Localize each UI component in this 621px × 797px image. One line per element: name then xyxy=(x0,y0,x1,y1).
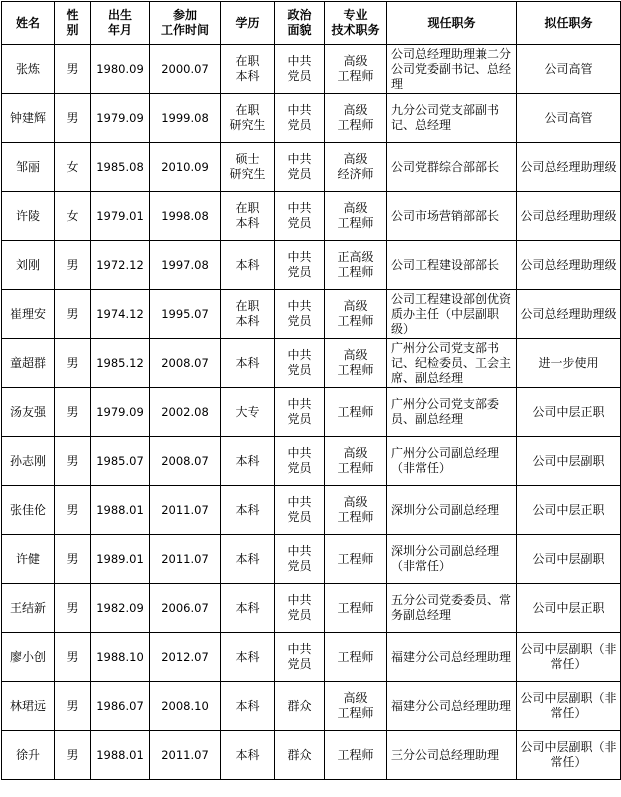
cell-title: 正高级 工程师 xyxy=(325,241,387,290)
cell-education: 硕士 研究生 xyxy=(221,143,275,192)
cell-political: 中共 党员 xyxy=(275,535,325,584)
cell-work-start: 2000.07 xyxy=(150,45,221,94)
table-row xyxy=(2,731,621,780)
cell-birth: 1985.12 xyxy=(91,339,150,388)
cell-work-start: 2011.07 xyxy=(150,731,221,780)
table-row xyxy=(2,94,621,143)
cell-birth: 1979.09 xyxy=(91,388,150,437)
cell-political: 中共 党员 xyxy=(275,437,325,486)
cell-work-start: 2011.07 xyxy=(150,486,221,535)
cell-current-position: 公司市场营销部部长 xyxy=(387,192,517,241)
cell-education: 在职 本科 xyxy=(221,192,275,241)
table-row xyxy=(2,143,621,192)
cell-proposed-position: 公司高管 xyxy=(517,94,621,143)
cell-name: 童超群 xyxy=(2,339,55,388)
cell-education: 本科 xyxy=(221,633,275,682)
cell-name: 许陵 xyxy=(2,192,55,241)
cell-education: 本科 xyxy=(221,486,275,535)
cell-birth: 1988.10 xyxy=(91,633,150,682)
cell-work-start: 2002.08 xyxy=(150,388,221,437)
cell-proposed-position: 公司总经理助理级 xyxy=(517,241,621,290)
header-gender: 性 别 xyxy=(55,2,91,45)
cell-education: 本科 xyxy=(221,584,275,633)
cell-birth: 1986.07 xyxy=(91,682,150,731)
cell-title: 高级 工程师 xyxy=(325,339,387,388)
cell-title: 高级 工程师 xyxy=(325,192,387,241)
cell-work-start: 2011.07 xyxy=(150,535,221,584)
cell-proposed-position: 公司中层正职 xyxy=(517,486,621,535)
cell-current-position: 公司工程建设部创优资质办主任（中层副职级） xyxy=(387,290,517,339)
cell-education: 本科 xyxy=(221,731,275,780)
personnel-table xyxy=(1,1,621,780)
cell-proposed-position: 公司中层副职（非常任） xyxy=(517,633,621,682)
header-current: 现任职务 xyxy=(387,2,517,45)
cell-political: 中共 党员 xyxy=(275,486,325,535)
cell-education: 本科 xyxy=(221,339,275,388)
header-education: 学历 xyxy=(221,2,275,45)
cell-work-start: 1998.08 xyxy=(150,192,221,241)
cell-education: 在职 本科 xyxy=(221,45,275,94)
cell-birth: 1985.07 xyxy=(91,437,150,486)
cell-gender: 男 xyxy=(55,682,91,731)
cell-birth: 1974.12 xyxy=(91,290,150,339)
cell-name: 崔理安 xyxy=(2,290,55,339)
cell-name: 张佳伦 xyxy=(2,486,55,535)
header-work-start: 参加 工作时间 xyxy=(150,2,221,45)
table-row xyxy=(2,339,621,388)
header-birth: 出生 年月 xyxy=(91,2,150,45)
cell-proposed-position: 公司中层正职 xyxy=(517,388,621,437)
cell-title: 高级 工程师 xyxy=(325,94,387,143)
cell-current-position: 公司党群综合部部长 xyxy=(387,143,517,192)
cell-work-start: 2012.07 xyxy=(150,633,221,682)
cell-title: 高级 工程师 xyxy=(325,45,387,94)
cell-current-position: 公司总经理助理兼二分公司党委副书记、总经理 xyxy=(387,45,517,94)
cell-title: 高级 工程师 xyxy=(325,682,387,731)
cell-gender: 男 xyxy=(55,437,91,486)
table-row xyxy=(2,241,621,290)
cell-title: 高级 经济师 xyxy=(325,143,387,192)
cell-gender: 女 xyxy=(55,143,91,192)
cell-gender: 男 xyxy=(55,45,91,94)
cell-current-position: 深圳分公司副总经理（非常任） xyxy=(387,535,517,584)
cell-political: 中共 党员 xyxy=(275,45,325,94)
cell-current-position: 深圳分公司副总经理 xyxy=(387,486,517,535)
cell-name: 许健 xyxy=(2,535,55,584)
cell-name: 张炼 xyxy=(2,45,55,94)
cell-gender: 男 xyxy=(55,339,91,388)
cell-current-position: 公司工程建设部部长 xyxy=(387,241,517,290)
cell-gender: 男 xyxy=(55,486,91,535)
cell-current-position: 广州分公司党支部书记、纪检委员、工会主席、副总经理 xyxy=(387,339,517,388)
table-row xyxy=(2,486,621,535)
cell-gender: 男 xyxy=(55,535,91,584)
cell-proposed-position: 公司总经理助理级 xyxy=(517,192,621,241)
cell-title: 工程师 xyxy=(325,535,387,584)
header-name: 姓名 xyxy=(2,2,55,45)
cell-proposed-position: 公司总经理助理级 xyxy=(517,290,621,339)
cell-title: 工程师 xyxy=(325,731,387,780)
cell-current-position: 广州分公司副总经理（非常任） xyxy=(387,437,517,486)
cell-proposed-position: 公司中层副职（非常任） xyxy=(517,731,621,780)
cell-education: 本科 xyxy=(221,682,275,731)
cell-work-start: 2010.09 xyxy=(150,143,221,192)
cell-gender: 男 xyxy=(55,241,91,290)
table-row xyxy=(2,437,621,486)
cell-political: 中共 党员 xyxy=(275,633,325,682)
cell-proposed-position: 进一步使用 xyxy=(517,339,621,388)
cell-education: 本科 xyxy=(221,437,275,486)
cell-work-start: 2008.07 xyxy=(150,437,221,486)
cell-proposed-position: 公司中层副职（非常任） xyxy=(517,682,621,731)
table-row xyxy=(2,584,621,633)
cell-title: 工程师 xyxy=(325,388,387,437)
cell-birth: 1972.12 xyxy=(91,241,150,290)
table-row xyxy=(2,682,621,731)
cell-proposed-position: 公司高管 xyxy=(517,45,621,94)
cell-name: 王结新 xyxy=(2,584,55,633)
cell-political: 中共 党员 xyxy=(275,192,325,241)
cell-current-position: 广州分公司党支部委员、副总经理 xyxy=(387,388,517,437)
cell-political: 中共 党员 xyxy=(275,339,325,388)
cell-name: 刘刚 xyxy=(2,241,55,290)
cell-work-start: 2008.10 xyxy=(150,682,221,731)
cell-title: 高级 工程师 xyxy=(325,486,387,535)
cell-proposed-position: 公司中层副职 xyxy=(517,535,621,584)
cell-work-start: 1995.07 xyxy=(150,290,221,339)
cell-education: 本科 xyxy=(221,241,275,290)
cell-education: 本科 xyxy=(221,535,275,584)
cell-name: 汤友强 xyxy=(2,388,55,437)
cell-work-start: 1997.08 xyxy=(150,241,221,290)
cell-birth: 1982.09 xyxy=(91,584,150,633)
cell-political: 中共 党员 xyxy=(275,143,325,192)
cell-birth: 1989.01 xyxy=(91,535,150,584)
table-row xyxy=(2,388,621,437)
cell-political: 中共 党员 xyxy=(275,388,325,437)
table-row xyxy=(2,535,621,584)
cell-work-start: 1999.08 xyxy=(150,94,221,143)
cell-political: 中共 党员 xyxy=(275,290,325,339)
cell-title: 工程师 xyxy=(325,584,387,633)
cell-birth: 1988.01 xyxy=(91,486,150,535)
cell-name: 孙志刚 xyxy=(2,437,55,486)
cell-birth: 1979.09 xyxy=(91,94,150,143)
cell-political: 中共 党员 xyxy=(275,94,325,143)
cell-political: 群众 xyxy=(275,682,325,731)
cell-current-position: 三分公司总经理助理 xyxy=(387,731,517,780)
cell-current-position: 福建分公司总经理助理 xyxy=(387,682,517,731)
cell-name: 林珺远 xyxy=(2,682,55,731)
cell-name: 钟建辉 xyxy=(2,94,55,143)
header-proposed: 拟任职务 xyxy=(517,2,621,45)
cell-name: 徐升 xyxy=(2,731,55,780)
cell-political: 中共 党员 xyxy=(275,241,325,290)
cell-birth: 1979.01 xyxy=(91,192,150,241)
cell-current-position: 福建分公司总经理助理 xyxy=(387,633,517,682)
cell-education: 在职 研究生 xyxy=(221,94,275,143)
cell-title: 高级 工程师 xyxy=(325,437,387,486)
cell-title: 高级 工程师 xyxy=(325,290,387,339)
cell-gender: 男 xyxy=(55,290,91,339)
table-body xyxy=(2,45,621,780)
cell-gender: 男 xyxy=(55,731,91,780)
cell-name: 邹丽 xyxy=(2,143,55,192)
cell-work-start: 2008.07 xyxy=(150,339,221,388)
header-title: 专业 技术职务 xyxy=(325,2,387,45)
cell-current-position: 五分公司党委委员、常务副总经理 xyxy=(387,584,517,633)
cell-birth: 1980.09 xyxy=(91,45,150,94)
cell-gender: 男 xyxy=(55,94,91,143)
cell-work-start: 2006.07 xyxy=(150,584,221,633)
cell-proposed-position: 公司中层正职 xyxy=(517,584,621,633)
header-row xyxy=(2,2,621,45)
cell-gender: 男 xyxy=(55,584,91,633)
table-row xyxy=(2,45,621,94)
cell-name: 廖小创 xyxy=(2,633,55,682)
cell-political: 群众 xyxy=(275,731,325,780)
cell-education: 大专 xyxy=(221,388,275,437)
table-row xyxy=(2,192,621,241)
cell-birth: 1985.08 xyxy=(91,143,150,192)
cell-current-position: 九分公司党支部副书记、总经理 xyxy=(387,94,517,143)
cell-gender: 女 xyxy=(55,192,91,241)
header-political: 政治 面貌 xyxy=(275,2,325,45)
cell-political: 中共 党员 xyxy=(275,584,325,633)
cell-education: 在职 本科 xyxy=(221,290,275,339)
cell-birth: 1988.01 xyxy=(91,731,150,780)
table-row xyxy=(2,633,621,682)
cell-proposed-position: 公司总经理助理级 xyxy=(517,143,621,192)
table-row xyxy=(2,290,621,339)
cell-gender: 男 xyxy=(55,633,91,682)
cell-proposed-position: 公司中层副职 xyxy=(517,437,621,486)
cell-title: 工程师 xyxy=(325,633,387,682)
cell-gender: 男 xyxy=(55,388,91,437)
